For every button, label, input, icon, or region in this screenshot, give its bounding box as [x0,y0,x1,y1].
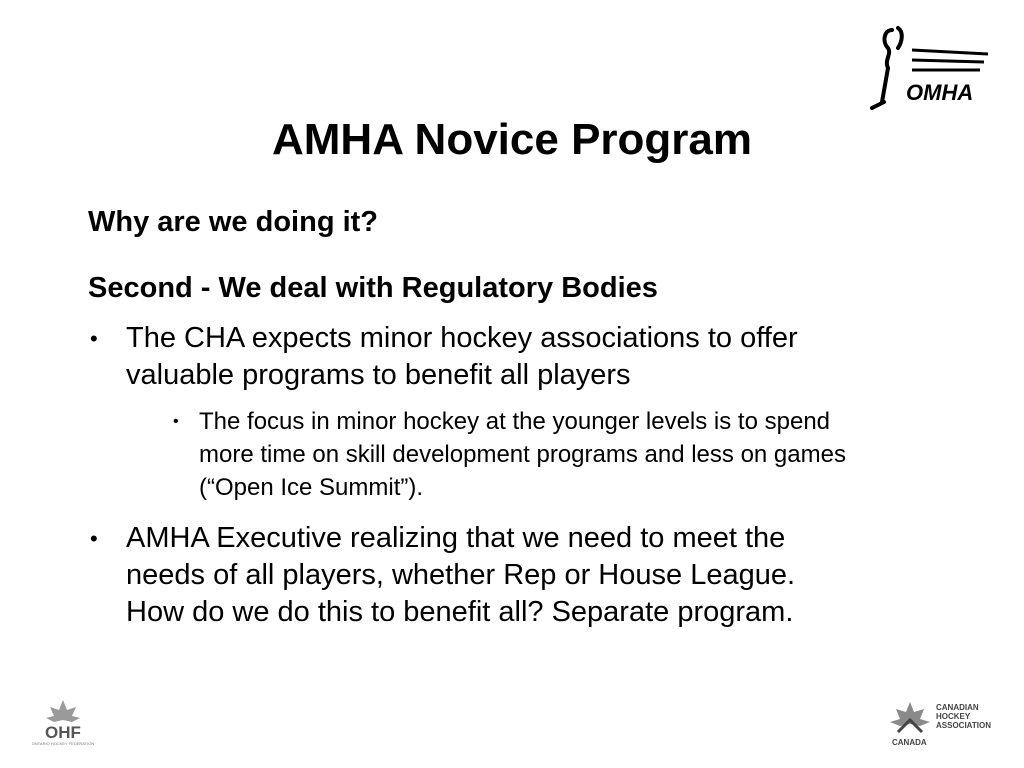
sub-bullet-list [88,405,958,504]
bullet-text-line: needs of all players, whether Rep or House League. [126,559,796,591]
list-item [171,405,958,504]
ohf-logo-caption: ONTARIO HOCKEY FEDERATION [31,741,95,746]
bullet-text-line: AMHA Executive realizing that we need to meet the [126,522,786,554]
cha-logo-line1: CANADIAN [936,703,979,712]
amha-logo-text: OMHA [906,80,974,105]
bullet-text-line: valuable programs to benefit all players [126,359,631,391]
ohf-logo-text: OHF [45,723,81,742]
list-item [88,520,948,631]
bullet-icon: • [90,526,98,551]
cha-logo-country: CANADA [892,738,927,747]
cha-logo [888,698,1000,748]
bullet-list-2 [88,520,948,631]
maple-leaf-icon [46,700,80,722]
cha-logo-line3: ASSOCIATION [936,721,991,730]
subheading-regulatory: Second - We deal with Regulatory Bodies [88,272,658,304]
sub-bullet-text-line: (“Open Ice Summit”). [199,474,424,501]
ohf-logo [28,698,98,746]
bullet-text-line: How do we do this to benefit all? Separate program. [126,596,794,628]
bullet-icon: • [173,413,179,430]
page-title: AMHA Novice Program [271,115,753,164]
sub-bullet-text-line: The focus in minor hockey at the younger levels is to spend [199,408,831,435]
subheading-why: Why are we doing it? [88,206,379,238]
list-item [88,320,948,394]
bullet-list-1 [88,320,948,394]
maple-leaf-icon [890,702,930,726]
sub-bullet-text-line: more time on skill development programs and less on games [199,441,846,468]
amha-logo [862,20,992,115]
bullet-icon: • [90,326,98,351]
bullet-text-line: The CHA expects minor hockey associations to offer [126,322,798,354]
cha-logo-line2: HOCKEY [936,712,971,721]
